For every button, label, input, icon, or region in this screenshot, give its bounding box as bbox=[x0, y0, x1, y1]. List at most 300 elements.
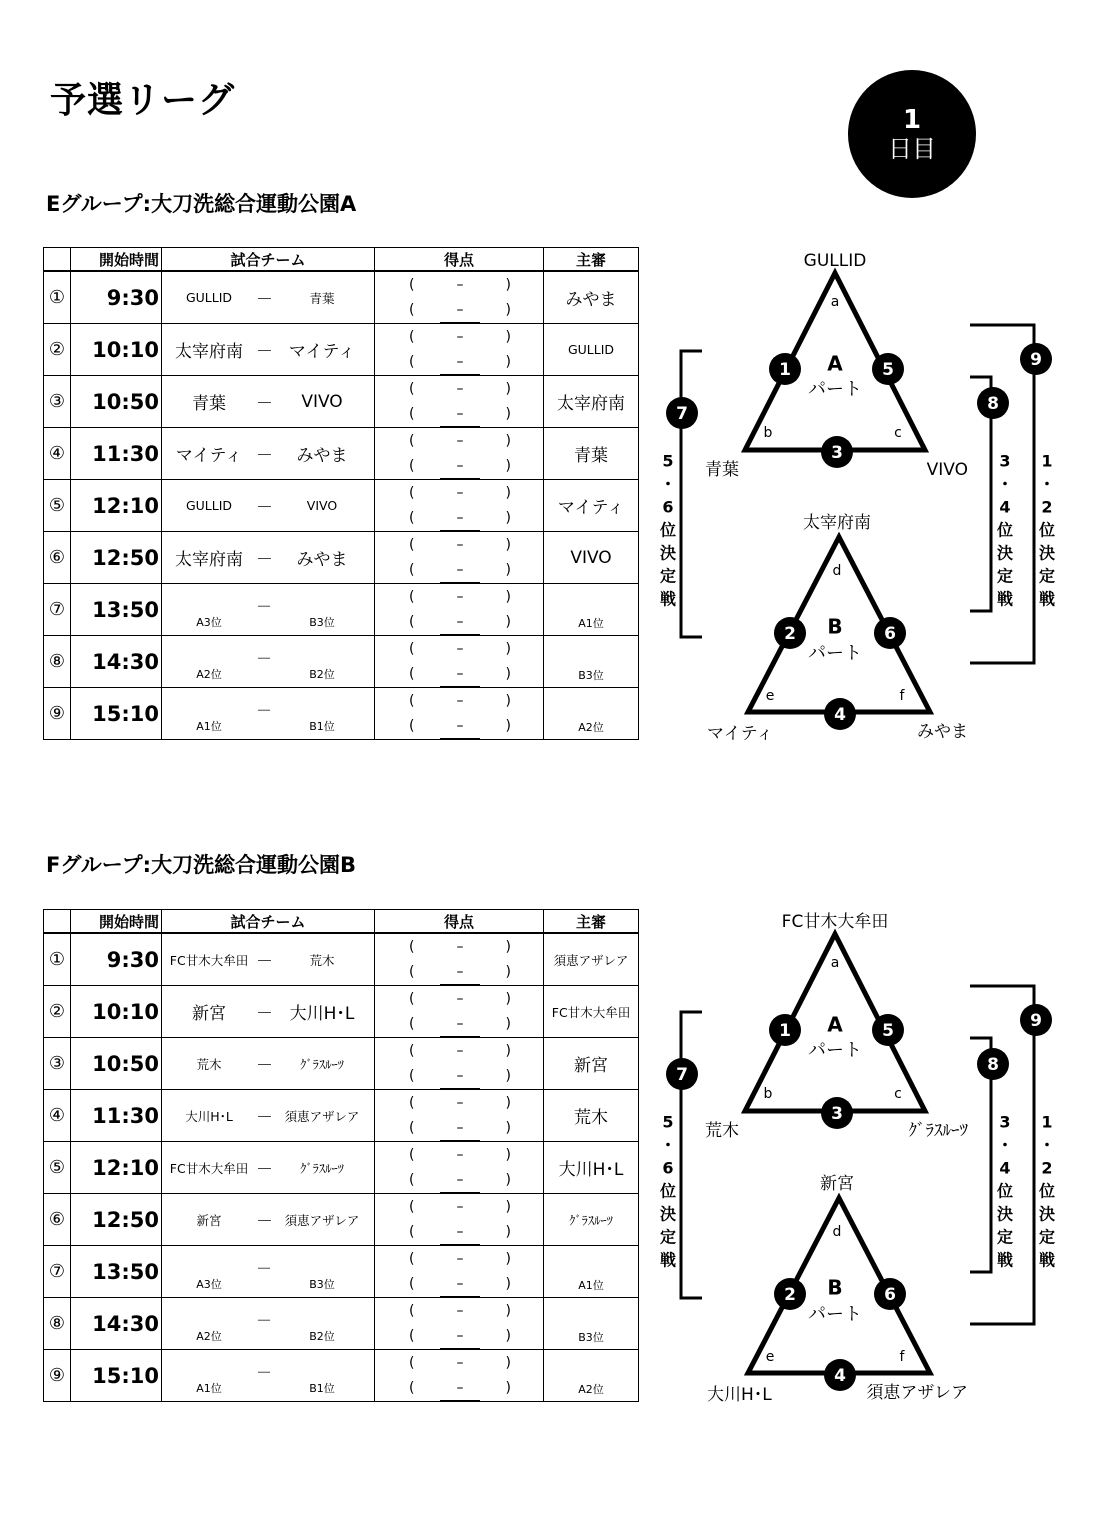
score-dash: – bbox=[456, 1250, 464, 1267]
match-line bbox=[162, 636, 374, 687]
score-cell[interactable] bbox=[375, 636, 544, 688]
match-number: ① bbox=[44, 271, 71, 324]
paren-open: ( bbox=[409, 990, 415, 1007]
table-row bbox=[44, 324, 639, 376]
versus-dash: － bbox=[256, 446, 273, 466]
paren-close: ) bbox=[505, 301, 511, 318]
paren-open: ( bbox=[409, 1198, 415, 1215]
score-line bbox=[375, 662, 543, 687]
match-teams bbox=[162, 324, 375, 376]
match-teams bbox=[162, 376, 375, 428]
table-row bbox=[44, 636, 639, 688]
score-blanks bbox=[375, 1299, 543, 1349]
team-away: 大川H･L bbox=[289, 1004, 355, 1024]
score-cell[interactable] bbox=[375, 480, 544, 532]
score-line bbox=[375, 298, 543, 323]
part-letter-a: A bbox=[827, 1012, 843, 1037]
vertex-label-a: a bbox=[830, 294, 840, 310]
score-cell[interactable] bbox=[375, 1246, 544, 1298]
paren-close: ) bbox=[505, 717, 511, 734]
header-time: 開始時間 bbox=[71, 248, 162, 272]
bracket-label-char: 戦 bbox=[659, 1250, 677, 1270]
match-circle-number: 2 bbox=[784, 1285, 796, 1305]
paren-open: ( bbox=[409, 1171, 415, 1188]
match-circle-number: 7 bbox=[676, 404, 688, 424]
paren-close: ) bbox=[505, 328, 511, 345]
paren-open: ( bbox=[409, 1015, 415, 1032]
team-right-b: 須恵アザレア bbox=[866, 1383, 968, 1403]
score-line bbox=[375, 1143, 543, 1168]
bracket-label-char: ・ bbox=[1038, 1135, 1056, 1155]
paren-close: ) bbox=[505, 1146, 511, 1163]
match-teams bbox=[162, 480, 375, 532]
team-home: 荒木 bbox=[196, 1056, 222, 1072]
referee bbox=[544, 428, 639, 480]
match-teams bbox=[162, 688, 375, 740]
team-left-a: 青葉 bbox=[705, 460, 739, 480]
table-row bbox=[44, 1090, 639, 1142]
team-top-a: FC甘木大牟田 bbox=[781, 912, 889, 932]
header-score: 得点 bbox=[375, 248, 544, 272]
score-dash: – bbox=[440, 1220, 480, 1245]
referee bbox=[544, 324, 639, 376]
score-line bbox=[375, 1091, 543, 1116]
paren-close: ) bbox=[505, 536, 511, 553]
team-home: A2位 bbox=[196, 1329, 222, 1343]
score-blanks bbox=[375, 1039, 543, 1089]
match-number: ⑧ bbox=[44, 636, 71, 688]
header-score: 得点 bbox=[375, 910, 544, 934]
paren-close: ) bbox=[505, 692, 511, 709]
score-cell[interactable] bbox=[375, 271, 544, 324]
score-line bbox=[375, 350, 543, 375]
score-line bbox=[375, 610, 543, 635]
referee bbox=[544, 1350, 639, 1402]
versus-dash: － bbox=[256, 1160, 273, 1180]
score-cell[interactable] bbox=[375, 324, 544, 376]
paren-open: ( bbox=[409, 963, 415, 980]
referee-name: 大川H･L bbox=[558, 1160, 624, 1180]
score-dash: – bbox=[456, 276, 464, 293]
match-line bbox=[162, 1194, 374, 1245]
referee bbox=[544, 1298, 639, 1350]
referee-name: 太宰府南 bbox=[557, 394, 625, 414]
referee bbox=[544, 532, 639, 584]
paren-close: ) bbox=[505, 938, 511, 955]
paren-close: ) bbox=[505, 665, 511, 682]
paren-close: ) bbox=[505, 1094, 511, 1111]
match-number: ③ bbox=[44, 376, 71, 428]
match-circle-number: 9 bbox=[1030, 1011, 1042, 1031]
paren-close: ) bbox=[505, 380, 511, 397]
bracket-label-char: 4 bbox=[999, 1158, 1011, 1178]
bracket-label-char: 戦 bbox=[659, 589, 677, 609]
table-row bbox=[44, 271, 639, 324]
score-line bbox=[375, 273, 543, 298]
team-away: みやま bbox=[296, 550, 348, 570]
paren-open: ( bbox=[409, 692, 415, 709]
match-line bbox=[162, 1246, 374, 1297]
match-line bbox=[162, 532, 374, 583]
bracket-label-char: 定 bbox=[1038, 1227, 1056, 1247]
team-away: 荒木 bbox=[309, 952, 335, 968]
match-line bbox=[162, 1090, 374, 1141]
start-time: 13:50 bbox=[71, 584, 162, 636]
paren-open: ( bbox=[409, 640, 415, 657]
match-teams bbox=[162, 636, 375, 688]
score-line bbox=[375, 637, 543, 662]
team-away: VIVO bbox=[301, 391, 343, 412]
bracket-label-char: 1 bbox=[1041, 451, 1053, 471]
start-time: 10:10 bbox=[71, 986, 162, 1038]
score-blanks bbox=[375, 585, 543, 635]
score-cell[interactable] bbox=[375, 376, 544, 428]
bracket-label-char: 決 bbox=[1038, 1204, 1056, 1224]
score-line bbox=[375, 377, 543, 402]
score-dash: – bbox=[456, 1354, 464, 1371]
referee-name: A2位 bbox=[578, 1382, 604, 1396]
paren-open: ( bbox=[409, 561, 415, 578]
score-line bbox=[375, 1012, 543, 1037]
bracket-5-6 bbox=[681, 1012, 702, 1298]
paren-close: ) bbox=[505, 276, 511, 293]
paren-open: ( bbox=[409, 353, 415, 370]
match-circle-number: 8 bbox=[987, 1055, 999, 1075]
match-circle-number: 3 bbox=[831, 443, 843, 463]
score-blanks bbox=[375, 1091, 543, 1141]
bracket-label-char: 決 bbox=[659, 1204, 677, 1224]
start-time: 12:50 bbox=[71, 532, 162, 584]
paren-open: ( bbox=[409, 1250, 415, 1267]
referee-name: 須恵アザレア bbox=[553, 952, 629, 968]
group-title: Fグループ:大刀洗総合運動公園B bbox=[46, 853, 357, 877]
team-away: みやま bbox=[296, 446, 348, 466]
header-teams: 試合チーム bbox=[162, 910, 375, 934]
score-cell[interactable] bbox=[375, 1194, 544, 1246]
score-cell[interactable] bbox=[375, 428, 544, 480]
referee bbox=[544, 1038, 639, 1090]
bracket-label-char: 戦 bbox=[1038, 589, 1056, 609]
match-teams bbox=[162, 271, 375, 324]
versus-dash: － bbox=[256, 342, 273, 362]
bracket-label-char: 位 bbox=[659, 520, 677, 540]
vertex-label-f: f bbox=[899, 1349, 905, 1365]
paren-open: ( bbox=[409, 1119, 415, 1136]
team-away: ｸﾞﾗｽﾙｰﾂ bbox=[300, 1056, 344, 1072]
vertex-label-c: c bbox=[894, 425, 902, 441]
paren-close: ) bbox=[505, 1275, 511, 1292]
paren-open: ( bbox=[409, 328, 415, 345]
vertex-label-d: d bbox=[832, 1224, 842, 1240]
score-dash: – bbox=[456, 1094, 464, 1111]
team-away: 須恵アザレア bbox=[284, 1108, 360, 1124]
score-blanks bbox=[375, 987, 543, 1037]
bracket-label-char: 戦 bbox=[1038, 1250, 1056, 1270]
paren-open: ( bbox=[409, 405, 415, 422]
score-dash: – bbox=[440, 662, 480, 687]
score-dash: – bbox=[440, 1116, 480, 1141]
paren-open: ( bbox=[409, 665, 415, 682]
table-row bbox=[44, 1298, 639, 1350]
score-dash: – bbox=[440, 960, 480, 985]
bracket-label-char: 決 bbox=[659, 543, 677, 563]
paren-open: ( bbox=[409, 613, 415, 630]
table-row bbox=[44, 376, 639, 428]
score-dash: – bbox=[440, 298, 480, 323]
team-away: マイティ bbox=[288, 342, 356, 362]
match-circle-number: 3 bbox=[831, 1104, 843, 1124]
start-time: 9:30 bbox=[71, 271, 162, 324]
score-cell[interactable] bbox=[375, 1038, 544, 1090]
header-no bbox=[44, 248, 71, 272]
vertex-label-c: c bbox=[894, 1086, 902, 1102]
referee-name: みやま bbox=[565, 290, 617, 310]
vertex-label-a: a bbox=[830, 955, 840, 971]
match-line bbox=[162, 272, 374, 323]
paren-open: ( bbox=[409, 1223, 415, 1240]
start-time: 10:50 bbox=[71, 376, 162, 428]
score-blanks bbox=[375, 533, 543, 583]
paren-open: ( bbox=[409, 588, 415, 605]
score-line bbox=[375, 1168, 543, 1193]
league-diagram bbox=[650, 906, 1080, 1416]
match-number: ⑧ bbox=[44, 1298, 71, 1350]
score-line bbox=[375, 585, 543, 610]
team-home: A1位 bbox=[196, 1381, 222, 1395]
referee-name: 新宮 bbox=[574, 1056, 608, 1076]
score-cell[interactable] bbox=[375, 1350, 544, 1402]
referee-name: B3位 bbox=[578, 1330, 604, 1344]
match-number: ⑨ bbox=[44, 688, 71, 740]
score-line bbox=[375, 429, 543, 454]
team-home: 青葉 bbox=[192, 394, 226, 414]
referee bbox=[544, 688, 639, 740]
score-blanks bbox=[375, 273, 543, 323]
table-row bbox=[44, 584, 639, 636]
schedule-table bbox=[43, 909, 639, 1402]
match-teams bbox=[162, 584, 375, 636]
team-left-b: 大川H･L bbox=[707, 1385, 772, 1405]
league-diagram bbox=[650, 245, 1080, 755]
paren-close: ) bbox=[505, 509, 511, 526]
match-number: ⑦ bbox=[44, 584, 71, 636]
score-cell[interactable] bbox=[375, 1298, 544, 1350]
paren-open: ( bbox=[409, 717, 415, 734]
table-header-row bbox=[44, 910, 639, 934]
paren-close: ) bbox=[505, 353, 511, 370]
match-circle-number: 6 bbox=[884, 624, 896, 644]
score-line bbox=[375, 689, 543, 714]
paren-close: ) bbox=[505, 1379, 511, 1396]
score-dash: – bbox=[440, 1168, 480, 1193]
bracket-label-char: ・ bbox=[659, 474, 677, 494]
score-line bbox=[375, 481, 543, 506]
bracket-5-6 bbox=[681, 351, 702, 637]
start-time: 12:10 bbox=[71, 480, 162, 532]
paren-open: ( bbox=[409, 1354, 415, 1371]
versus-dash: － bbox=[256, 1311, 273, 1330]
paren-close: ) bbox=[505, 990, 511, 1007]
bracket-label-char: 位 bbox=[1038, 1181, 1056, 1201]
score-dash: – bbox=[456, 1146, 464, 1163]
score-dash: – bbox=[456, 1302, 464, 1319]
score-cell[interactable] bbox=[375, 688, 544, 740]
versus-dash: － bbox=[256, 701, 273, 720]
day-number: 1 bbox=[902, 104, 922, 135]
match-number: ② bbox=[44, 324, 71, 376]
score-cell[interactable] bbox=[375, 986, 544, 1038]
paren-open: ( bbox=[409, 432, 415, 449]
match-circle-number: 2 bbox=[784, 624, 796, 644]
score-dash: – bbox=[440, 506, 480, 531]
match-circle-number: 6 bbox=[884, 1285, 896, 1305]
referee bbox=[544, 1090, 639, 1142]
bracket-label-char: 戦 bbox=[996, 1250, 1014, 1270]
versus-dash: － bbox=[256, 1108, 273, 1128]
match-line bbox=[162, 986, 374, 1037]
score-cell[interactable] bbox=[375, 584, 544, 636]
match-circle-number: 1 bbox=[779, 360, 791, 380]
team-right-b: みやま bbox=[917, 722, 968, 742]
score-dash: – bbox=[456, 1198, 464, 1215]
score-line bbox=[375, 714, 543, 739]
score-line bbox=[375, 1220, 543, 1245]
bracket-label-char: 4 bbox=[999, 497, 1011, 517]
team-away: ｸﾞﾗｽﾙｰﾂ bbox=[300, 1160, 344, 1176]
match-teams bbox=[162, 986, 375, 1038]
team-away: B3位 bbox=[309, 615, 335, 629]
match-line bbox=[162, 1298, 374, 1349]
team-away: 青葉 bbox=[309, 290, 335, 306]
team-home: 新宮 bbox=[196, 1212, 222, 1228]
bracket-label-char: 5 bbox=[662, 451, 674, 471]
paren-close: ) bbox=[505, 1171, 511, 1188]
header-time: 開始時間 bbox=[71, 910, 162, 934]
versus-dash: － bbox=[256, 952, 273, 972]
bracket-label-char: 定 bbox=[996, 1227, 1014, 1247]
score-line bbox=[375, 506, 543, 531]
start-time: 15:10 bbox=[71, 688, 162, 740]
match-teams bbox=[162, 1194, 375, 1246]
match-line bbox=[162, 480, 374, 531]
score-dash: – bbox=[440, 714, 480, 739]
table-row bbox=[44, 1246, 639, 1298]
referee-name: A1位 bbox=[578, 616, 604, 630]
match-number: ③ bbox=[44, 1038, 71, 1090]
paren-open: ( bbox=[409, 1042, 415, 1059]
vertex-label-e: e bbox=[765, 1349, 775, 1365]
referee-name: B3位 bbox=[578, 668, 604, 682]
versus-dash: － bbox=[256, 290, 273, 310]
match-number: ② bbox=[44, 986, 71, 1038]
score-line bbox=[375, 987, 543, 1012]
score-dash: – bbox=[456, 1042, 464, 1059]
score-line bbox=[375, 402, 543, 427]
match-circle-number: 5 bbox=[882, 1021, 894, 1041]
score-cell[interactable] bbox=[375, 1142, 544, 1194]
vertex-label-e: e bbox=[765, 688, 775, 704]
paren-close: ) bbox=[505, 588, 511, 605]
score-blanks bbox=[375, 429, 543, 479]
table-row bbox=[44, 428, 639, 480]
referee-name: A1位 bbox=[578, 1278, 604, 1292]
versus-dash: － bbox=[256, 394, 273, 414]
match-line bbox=[162, 584, 374, 635]
start-time: 12:10 bbox=[71, 1142, 162, 1194]
table-row bbox=[44, 933, 639, 986]
day-badge bbox=[848, 70, 976, 198]
match-line bbox=[162, 376, 374, 427]
bracket-label-char: 6 bbox=[662, 497, 674, 517]
score-dash: – bbox=[456, 588, 464, 605]
match-number: ⑥ bbox=[44, 532, 71, 584]
match-teams bbox=[162, 532, 375, 584]
start-time: 15:10 bbox=[71, 1350, 162, 1402]
versus-dash: － bbox=[256, 1212, 273, 1232]
match-number: ④ bbox=[44, 1090, 71, 1142]
paren-close: ) bbox=[505, 963, 511, 980]
score-line bbox=[375, 960, 543, 985]
score-dash: – bbox=[440, 454, 480, 479]
schedule-table bbox=[43, 247, 639, 740]
paren-open: ( bbox=[409, 1302, 415, 1319]
score-blanks bbox=[375, 1143, 543, 1193]
bracket-label-char: 定 bbox=[996, 566, 1014, 586]
bracket-label-char: 位 bbox=[659, 1181, 677, 1201]
match-circle-number: 4 bbox=[834, 1366, 846, 1386]
start-time: 13:50 bbox=[71, 1246, 162, 1298]
score-dash: – bbox=[456, 640, 464, 657]
table-row bbox=[44, 1038, 639, 1090]
part-label-b: パート bbox=[808, 643, 862, 664]
score-cell[interactable] bbox=[375, 1090, 544, 1142]
bracket-label-char: 1 bbox=[1041, 1112, 1053, 1132]
vertex-label-b: b bbox=[763, 1086, 773, 1102]
bracket-label-char: 定 bbox=[659, 566, 677, 586]
versus-dash: － bbox=[256, 1259, 273, 1278]
score-cell[interactable] bbox=[375, 933, 544, 986]
team-top-b: 太宰府南 bbox=[803, 513, 871, 533]
paren-close: ) bbox=[505, 1327, 511, 1344]
bracket-label-char: 6 bbox=[662, 1158, 674, 1178]
table-row bbox=[44, 1350, 639, 1402]
referee bbox=[544, 933, 639, 986]
paren-close: ) bbox=[505, 561, 511, 578]
team-right-a: VIVO bbox=[926, 460, 968, 480]
paren-close: ) bbox=[505, 1250, 511, 1267]
referee bbox=[544, 636, 639, 688]
bracket-label-char: 3 bbox=[999, 1112, 1011, 1132]
score-cell[interactable] bbox=[375, 532, 544, 584]
match-circle-number: 8 bbox=[987, 394, 999, 414]
referee-name: 青葉 bbox=[574, 446, 608, 466]
match-teams bbox=[162, 1350, 375, 1402]
referee-name: VIVO bbox=[570, 547, 612, 568]
score-line bbox=[375, 1039, 543, 1064]
team-away: B3位 bbox=[309, 1277, 335, 1291]
table-row bbox=[44, 1194, 639, 1246]
start-time: 9:30 bbox=[71, 933, 162, 986]
team-away: VIVO bbox=[306, 498, 338, 513]
bracket-label-char: 位 bbox=[1038, 520, 1056, 540]
versus-dash: － bbox=[256, 498, 273, 518]
team-top-a: GULLID bbox=[803, 251, 867, 271]
score-blanks bbox=[375, 481, 543, 531]
bracket-label-char: 決 bbox=[996, 1204, 1014, 1224]
score-line bbox=[375, 1351, 543, 1376]
vertex-label-d: d bbox=[832, 563, 842, 579]
paren-close: ) bbox=[505, 457, 511, 474]
